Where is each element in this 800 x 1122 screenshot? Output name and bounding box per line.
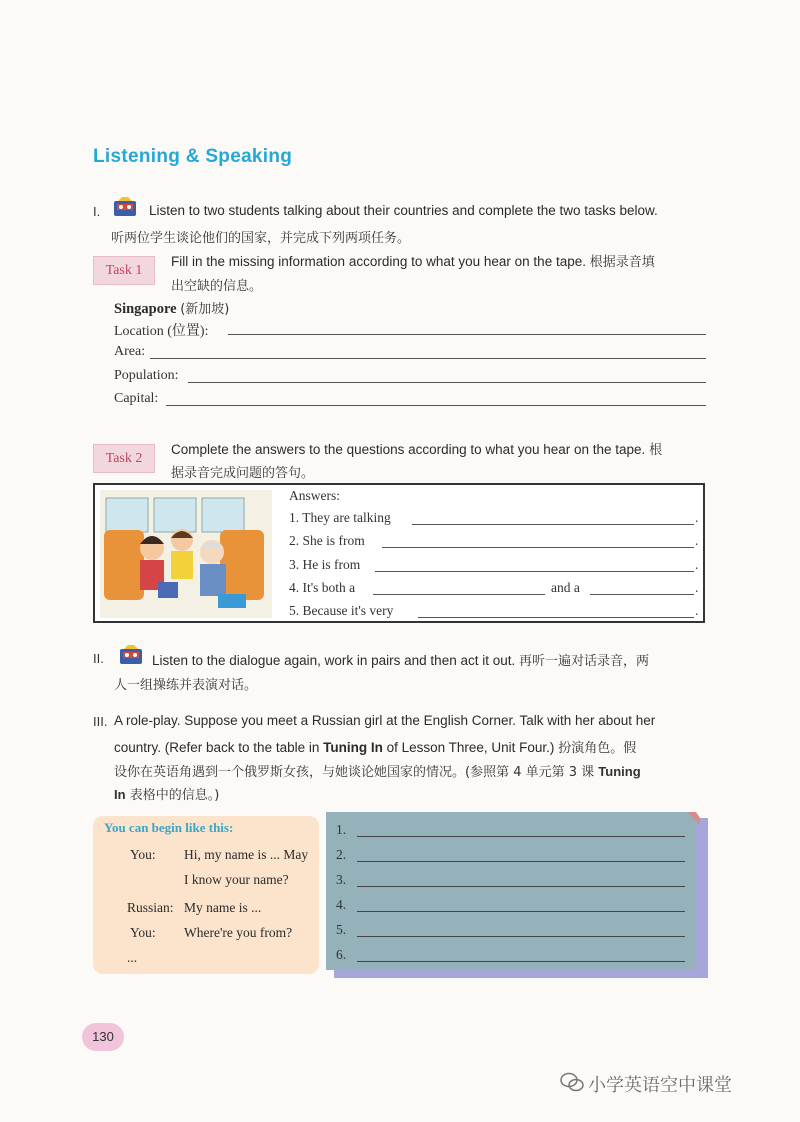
part2-numeral: II. (93, 651, 104, 666)
section-title: Listening & Speaking (93, 146, 293, 167)
area-blank[interactable] (150, 358, 706, 359)
location-blank[interactable] (228, 334, 706, 335)
hint-speaker-3: Russian: (127, 900, 174, 915)
task2-instruction-en: Complete the answers to the questions according to what you hear on the tape. 根 (171, 442, 663, 458)
hint-text-2: I know your name? (184, 872, 289, 887)
writing-line-3[interactable] (357, 886, 685, 887)
answer-5-period: . (695, 603, 699, 618)
hint-ellipsis: ... (127, 950, 138, 965)
answer-1-blank[interactable] (412, 524, 694, 525)
population-blank[interactable] (188, 382, 706, 383)
hint-text-4: Where're you from? (184, 925, 293, 940)
answer-1-period: . (695, 510, 699, 525)
part3-numeral: III. (93, 714, 108, 729)
answer-5-text: 5. Because it's very (289, 603, 394, 618)
part2-instruction-cn: 人一组操练并表演对话。 (114, 678, 258, 693)
answer-1-text: 1. They are talking (289, 510, 391, 525)
cassette-icon (112, 196, 138, 218)
hint-text-3: My name is ... (184, 900, 262, 915)
writing-line-4[interactable] (357, 911, 685, 912)
part3-line4: In 表格中的信息。) (114, 787, 220, 803)
line-number-4: 4. (336, 897, 347, 912)
writing-line-5[interactable] (357, 936, 685, 937)
part1-numeral: I. (93, 204, 101, 219)
answer-2-blank[interactable] (382, 547, 694, 548)
cassette-icon (118, 644, 144, 666)
part1-instruction-cn: 听两位学生谈论他们的国家，并完成下列两项任务。 (111, 231, 411, 246)
answers-heading: Answers: (289, 488, 340, 503)
writing-line-2[interactable] (357, 861, 685, 862)
hint-heading: You can begin like this: (104, 820, 234, 835)
answer-3-text: 3. He is from (289, 557, 361, 572)
part3-line3: 设你在英语角遇到一个俄罗斯女孩，与她谈论她国家的情况。(参照第 4 单元第 3 课 Tuning (114, 764, 641, 780)
answer-4-period: . (695, 580, 699, 595)
students-on-bus-illustration (100, 490, 272, 618)
task2-instruction-cn: 据录音完成问题的答句。 (171, 466, 315, 481)
answer-4-and: and a (551, 580, 580, 595)
task1-instruction-en: Fill in the missing information according to what you hear on the tape. 根据录音填 (171, 254, 655, 270)
line-number-3: 3. (336, 872, 347, 887)
watermark-text: 小学英语空中课堂 (588, 1075, 732, 1096)
part3-line2: country. (Refer back to the table in Tuning In of Lesson Three, Unit Four.) 扮演角色。假 (114, 740, 637, 756)
writing-line-1[interactable] (357, 836, 685, 837)
line-number-6: 6. (336, 947, 347, 962)
answer-3-period: . (695, 557, 699, 572)
field-label-population: Population: (114, 368, 179, 383)
task1-badge: Task 1 (93, 256, 155, 285)
capital-blank[interactable] (166, 405, 706, 406)
page-number: 130 (82, 1023, 124, 1051)
writing-line-6[interactable] (357, 961, 685, 962)
part1-instruction-en: Listen to two students talking about their countries and complete the two tasks below. (149, 203, 658, 218)
field-label-capital: Capital: (114, 391, 159, 406)
part2-instruction-en: Listen to the dialogue again, work in pairs and then act it out. 再听一遍对话录音，两 (152, 653, 650, 669)
field-label-location: Location (位置): (114, 324, 209, 339)
answer-4-blank-a[interactable] (373, 594, 545, 595)
hint-speaker-4: You: (130, 925, 156, 940)
country-heading: Singapore (新加坡) (114, 301, 230, 317)
task2-badge: Task 2 (93, 444, 155, 473)
answer-5-blank[interactable] (418, 617, 694, 618)
line-number-5: 5. (336, 922, 347, 937)
field-label-area: Area: (114, 344, 146, 359)
answer-4-text: 4. It's both a (289, 580, 356, 595)
answer-2-text: 2. She is from (289, 533, 365, 548)
page-curl-icon (688, 812, 700, 826)
line-number-2: 2. (336, 847, 347, 862)
answer-2-period: . (695, 533, 699, 548)
answer-3-blank[interactable] (375, 571, 694, 572)
wechat-icon (560, 1072, 584, 1092)
line-number-1: 1. (336, 822, 347, 837)
part3-line1: A role-play. Suppose you meet a Russian girl at the English Corner. Talk with her about her (114, 713, 656, 728)
hint-text-1: Hi, my name is ... May (184, 847, 309, 862)
answer-4-blank-b[interactable] (590, 594, 694, 595)
hint-speaker-1: You: (130, 847, 156, 862)
task1-instruction-cn: 出空缺的信息。 (171, 279, 263, 294)
